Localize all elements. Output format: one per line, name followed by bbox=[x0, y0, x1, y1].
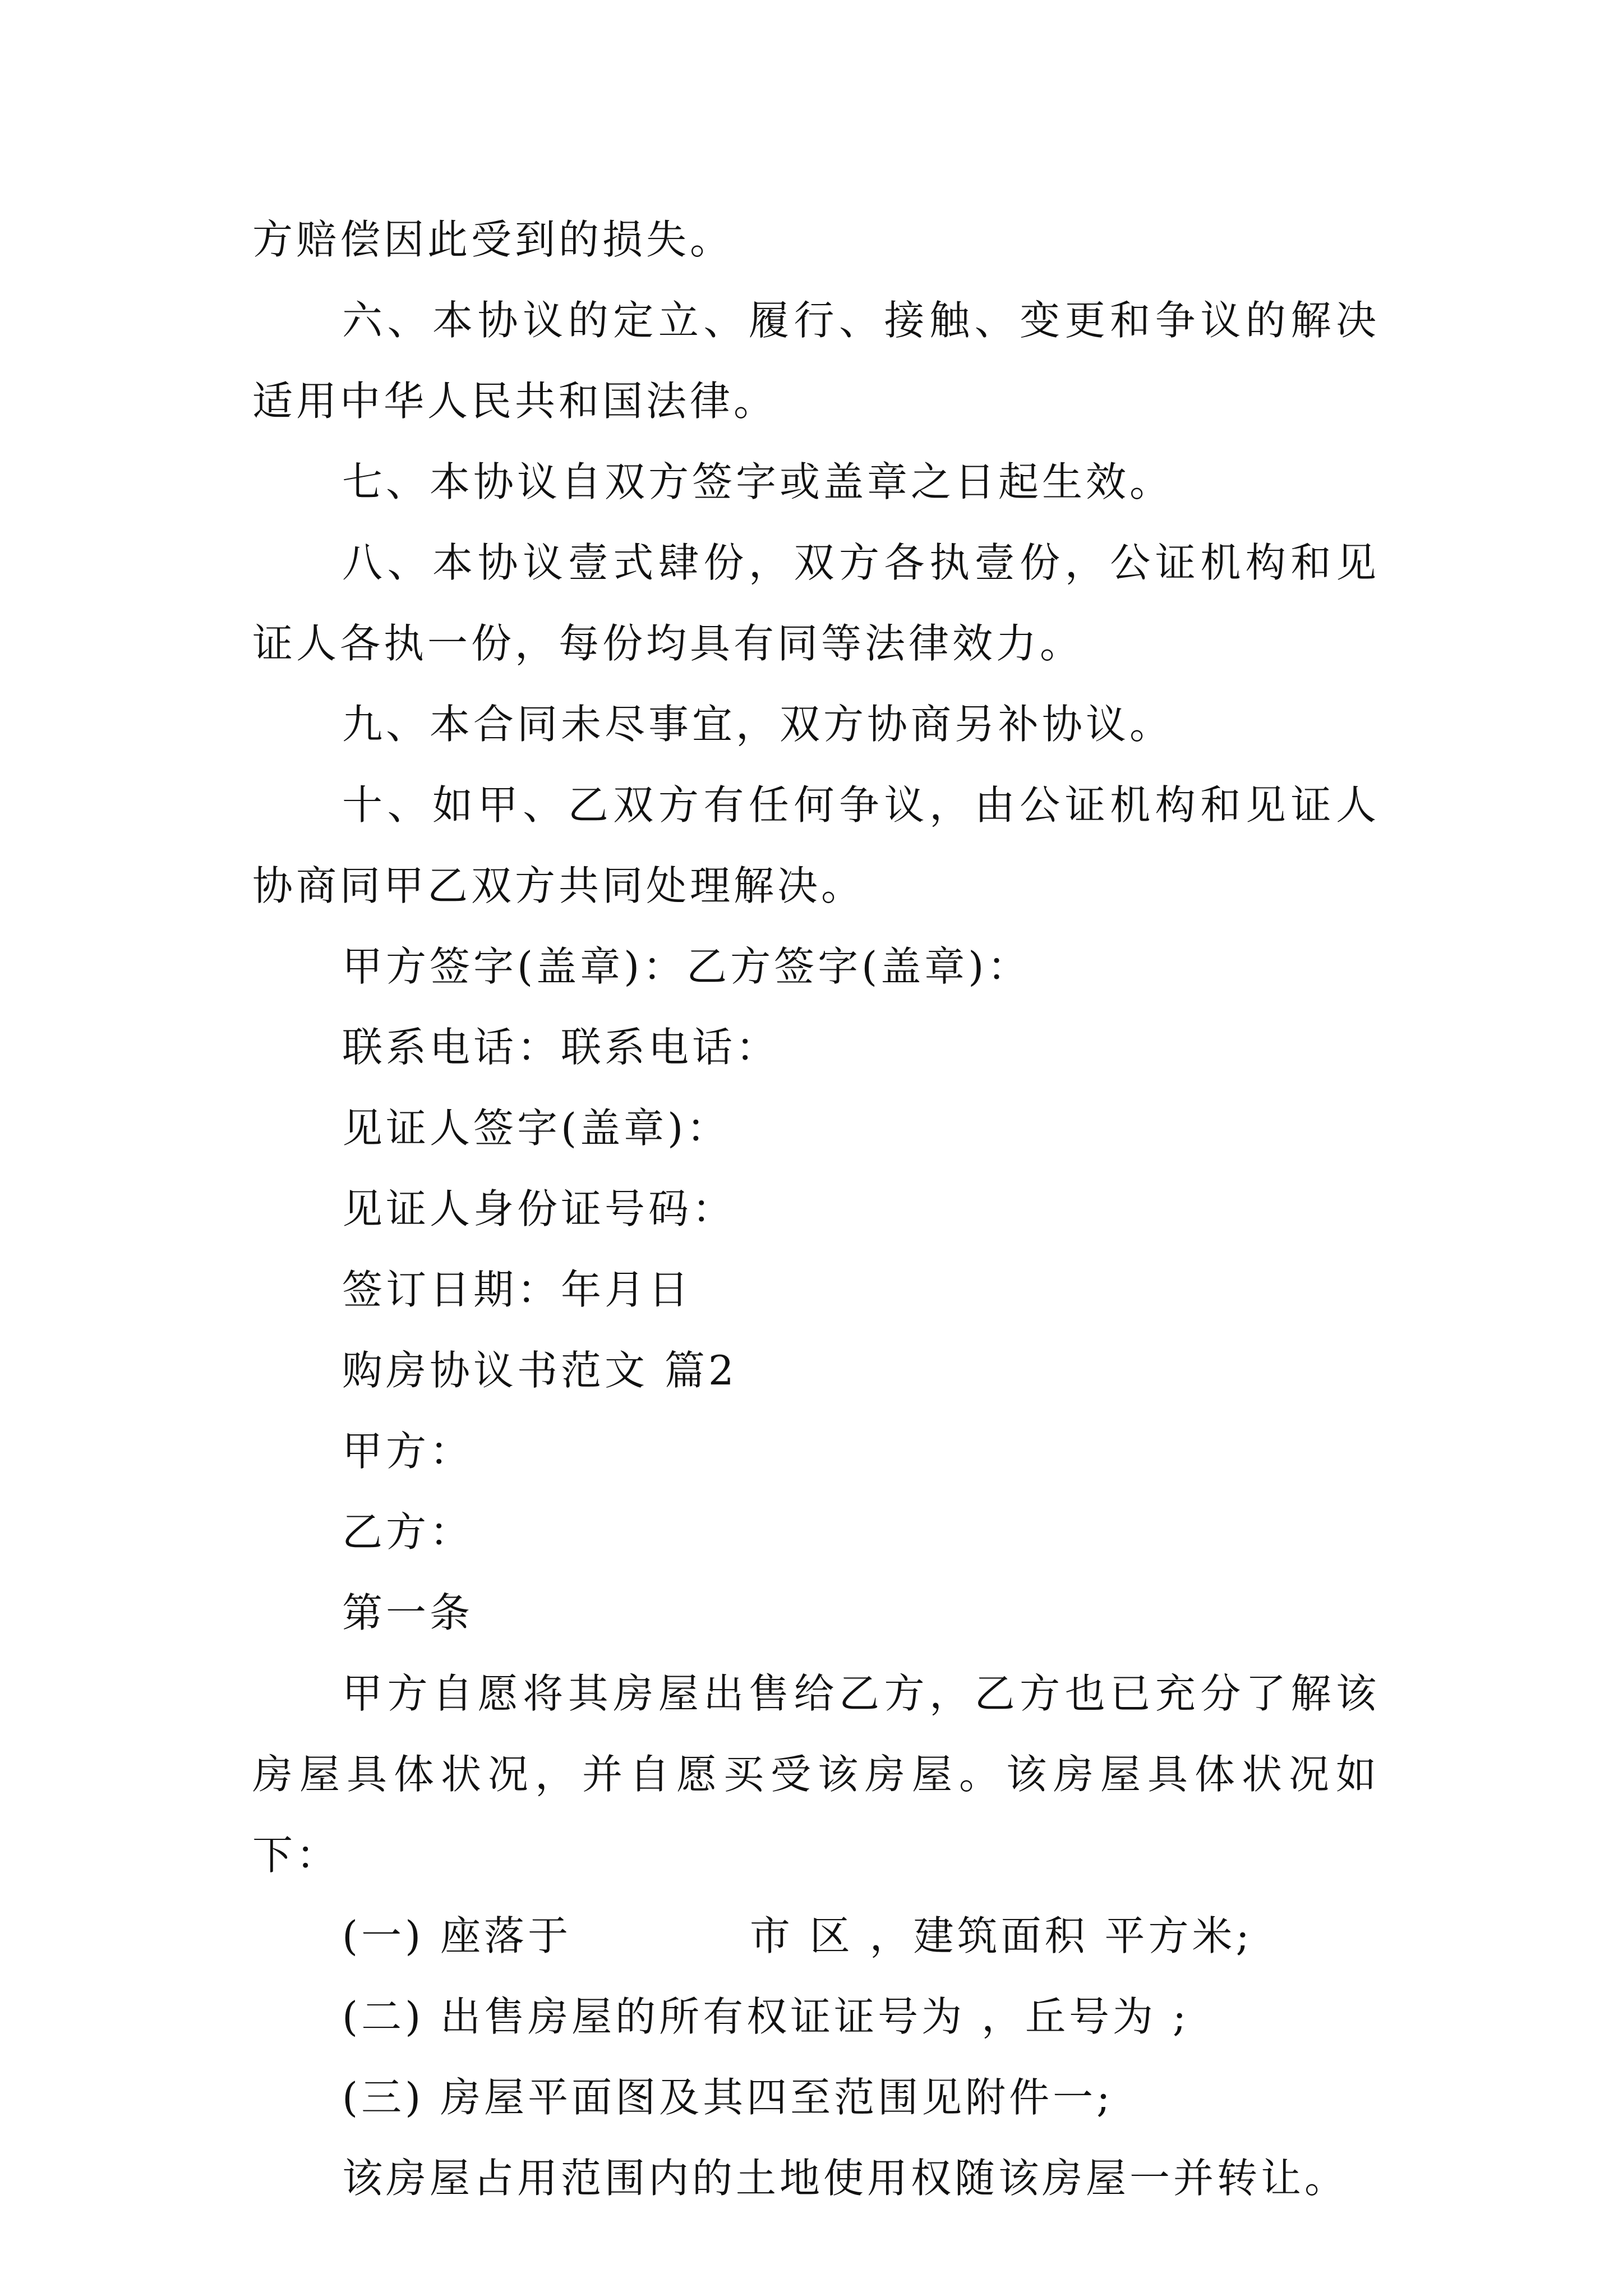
witness-signature-line: 见证人签字(盖章)： bbox=[342, 1105, 731, 1152]
item-certificate: (二) 出售房屋的所有权证证号为 ，丘号为 ; bbox=[342, 1993, 1190, 2040]
paragraph-compensation-tail: 方赔偿因此受到的损失。 bbox=[252, 216, 734, 263]
party-b-line: 乙方： bbox=[342, 1508, 474, 1556]
item-floor-plan: (三) 房屋平面图及其四至范围见附件一; bbox=[342, 2074, 1114, 2121]
paragraph-clause-8: 八、本协议壹式肆份，双方各执壹份，公证机构和见证人各执一份，每份均具有同等法律效力。 bbox=[252, 539, 1380, 667]
signing-date-line: 签订日期：年月日 bbox=[342, 1266, 693, 1313]
document-body bbox=[252, 199, 1380, 2219]
article-one-heading: 第一条 bbox=[342, 1589, 474, 1636]
paragraph-article-one: 甲方自愿将其房屋出售给乙方，乙方也已充分了解该房屋具体状况，并自愿买受该房屋。该房屋具体状况如下： bbox=[252, 1670, 1380, 1879]
paragraph-clause-7: 七、本协议自双方签字或盖章之日起生效。 bbox=[342, 458, 1174, 505]
contact-phone-line: 联系电话：联系电话： bbox=[342, 1024, 780, 1071]
party-a-line: 甲方： bbox=[342, 1428, 474, 1475]
paragraph-clause-9: 九、本合同未尽事宜，双方协商另补协议。 bbox=[342, 701, 1174, 748]
paragraph-clause-10: 十、如甲、乙双方有任何争议，由公证机构和见证人协商同甲乙双方共同处理解决。 bbox=[252, 781, 1380, 909]
item-location: (一) 座落于 市 区 ，建筑面积 平方米; bbox=[342, 1912, 1253, 1959]
paragraph-land-use: 该房屋占用范围内的土地使用权随该房屋一并转让。 bbox=[342, 2155, 1349, 2202]
witness-id-line: 见证人身份证号码： bbox=[342, 1185, 736, 1232]
signature-party-line: 甲方签字(盖章)：乙方签字(盖章)： bbox=[342, 943, 1031, 990]
paragraph-clause-6: 六、本协议的定立、履行、接触、变更和争议的解决适用中华人民共和国法律。 bbox=[252, 297, 1380, 425]
section-heading: 购房协议书范文 篇2 bbox=[342, 1347, 737, 1394]
